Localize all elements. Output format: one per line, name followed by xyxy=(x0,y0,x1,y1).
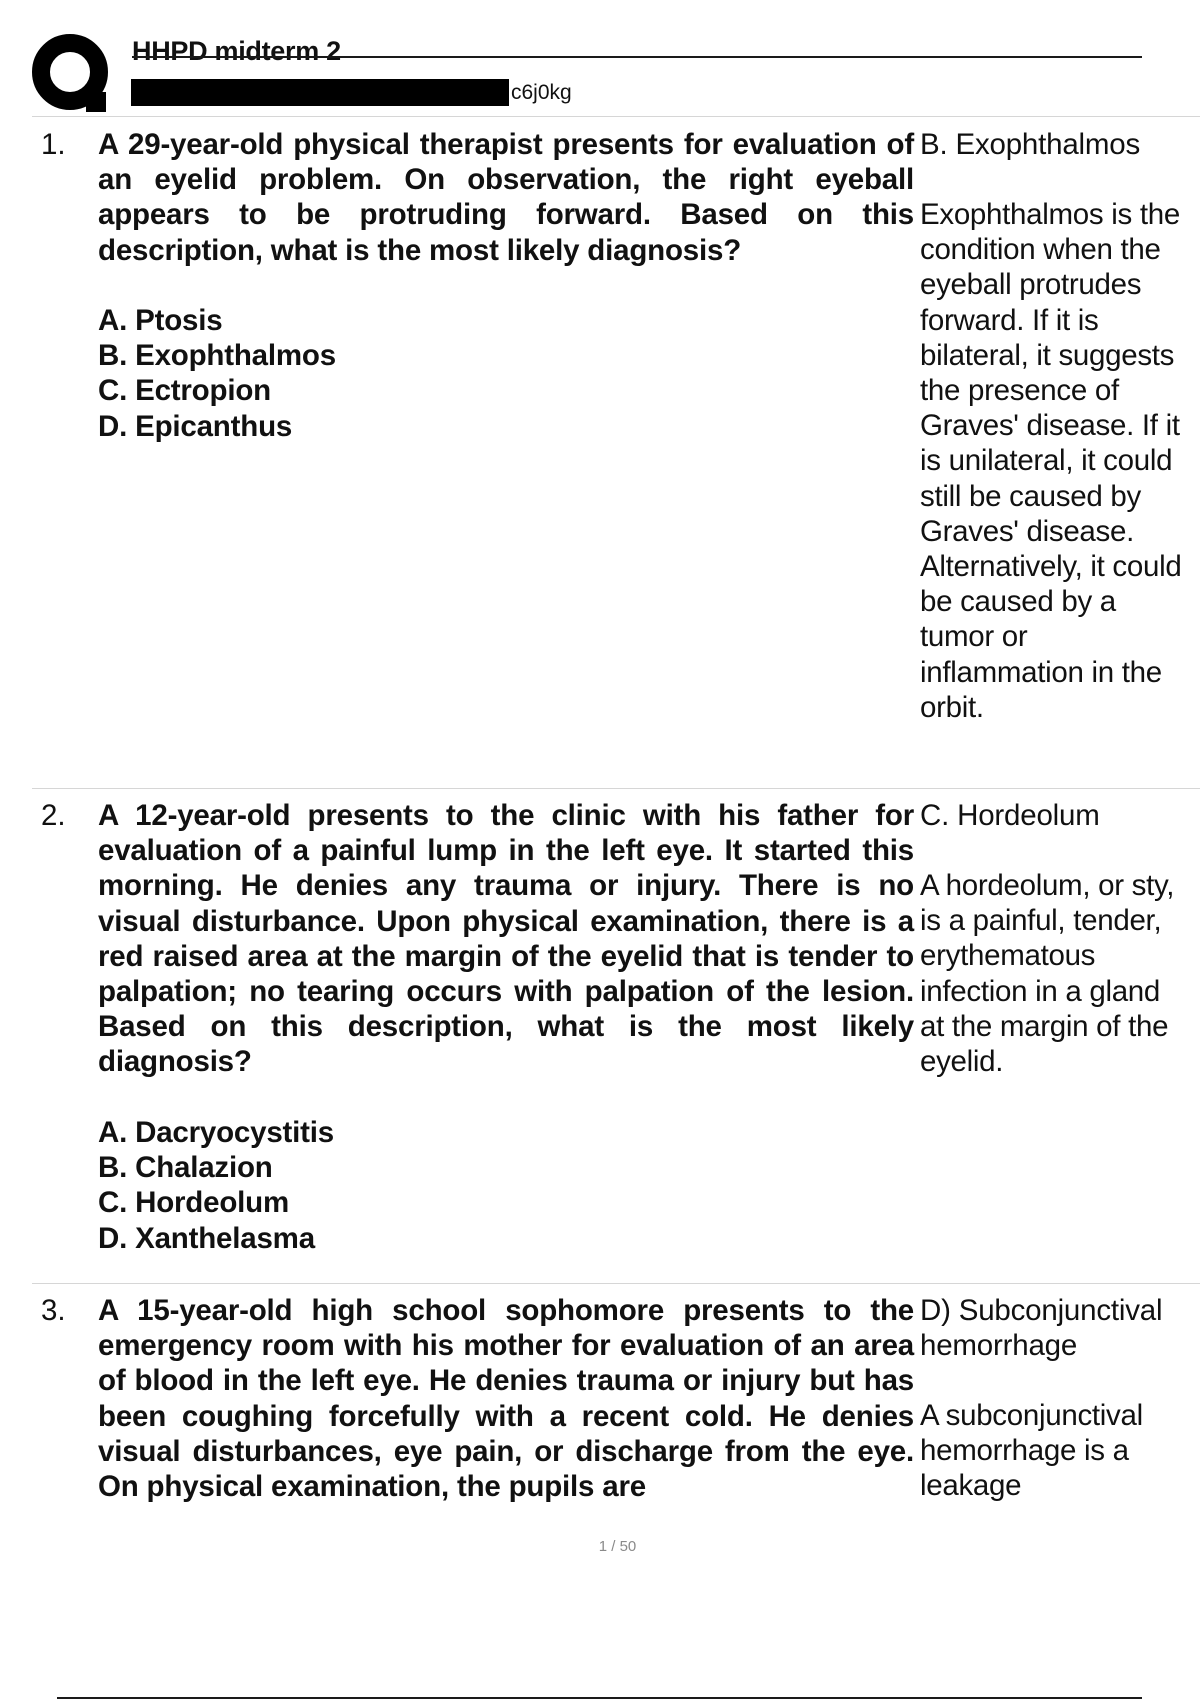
document-title: HHPD midterm 2 xyxy=(132,36,341,66)
option-item: C. Hordeolum xyxy=(98,1186,289,1220)
correct-answer: D) Subconjunctival hemorrhage xyxy=(920,1294,1163,1363)
question-number: 3. xyxy=(41,1294,66,1327)
question-text: A 12-year-old presents to the clinic with his father for evaluation of a painful lump in the left eye. It started this morning. He denies any trauma or injury. There is no visual disturbance. Upon physical examination, there is a red raised area at the margin of the eyelid that is tender to palpation; no tearing occurs with palpation of the lesion. Based on this description, what is the most likely diagnosis? xyxy=(98,799,914,1079)
title-underline xyxy=(132,56,1142,58)
header-divider xyxy=(32,116,1200,117)
option-item: A. Ptosis xyxy=(98,304,223,337)
answer-explanation: A hordeolum, or sty, is a painful, tender, erythematous infection in a gland at the margin of the eyelid. xyxy=(920,869,1175,1079)
row-divider xyxy=(32,788,1200,789)
option-item: B. Exophthalmos xyxy=(98,339,336,373)
quizlet-q-logo-icon xyxy=(30,32,110,112)
answer-explanation: A subconjunctival hemorrhage is a leakage xyxy=(920,1399,1143,1503)
question-text: A 29-year-old physical therapist presents for evaluation of an eyelid problem. On observation, the right eyeball appears to be protruding forward. Based on this description, what is the most likely diagnosis? xyxy=(98,128,914,267)
redacted-name-bar xyxy=(131,79,509,106)
answer-options xyxy=(98,1115,878,1256)
answer-explanation: Exophthalmos is the condition when the eyeball protrudes forward. If it is bilateral, it suggests the presence of Graves' disease. If it is unilateral, it could still be caused by Graves' disease. Alternatively, it could be caused by a tumor or inflammation in the orbit. xyxy=(920,198,1182,724)
correct-answer: B. Exophthalmos xyxy=(920,128,1141,161)
option-item: D. Xanthelasma xyxy=(98,1221,315,1255)
correct-answer: C. Hordeolum xyxy=(920,799,1100,832)
option-item: A. Dacryocystitis xyxy=(98,1116,334,1149)
document-code: c6j0kg xyxy=(511,81,572,104)
row-divider xyxy=(32,1283,1200,1284)
answer-options xyxy=(98,303,878,444)
option-item: B. Chalazion xyxy=(98,1151,273,1185)
question-number: 2. xyxy=(41,799,66,832)
option-item: D. Epicanthus xyxy=(98,409,293,443)
question-text: A 15-year-old high school sophomore presents to the emergency room with his mother for evaluation of an area of blood in the left eye. He denies trauma or injury but has been coughing forcefully with a recent cold. He denies visual disturbances, eye pain, or discharge from the eye. On physical examination, the pupils are xyxy=(98,1294,914,1504)
question-number: 1. xyxy=(41,128,66,161)
page-number: 1 / 50 xyxy=(598,1538,637,1555)
footer-divider xyxy=(57,1697,1142,1699)
option-item: C. Ectropion xyxy=(98,374,271,408)
